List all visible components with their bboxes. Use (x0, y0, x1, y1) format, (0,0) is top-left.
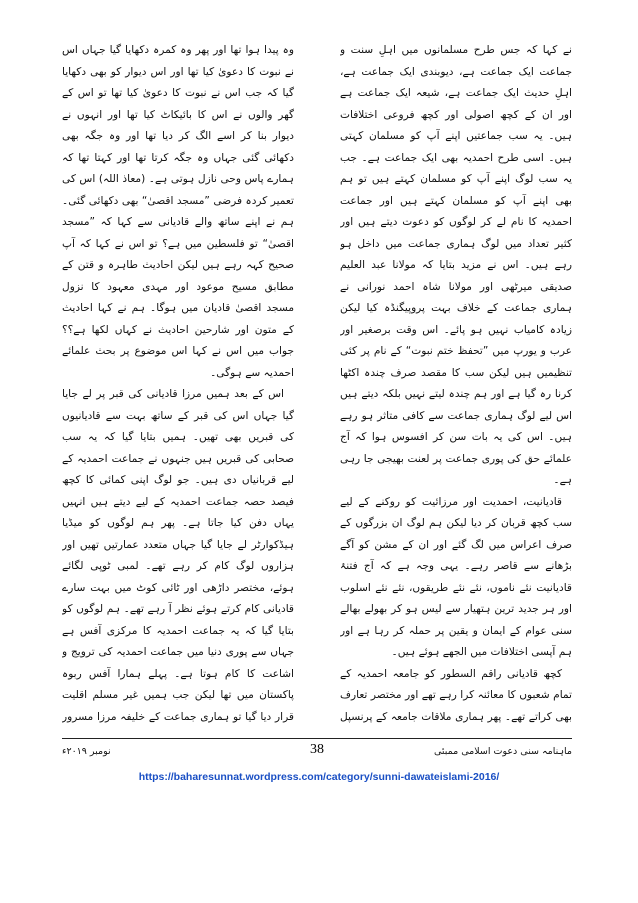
paragraph: اس کے بعد ہمیں مرزا قادیانی کی قبر پر لے جایا گیا جہاں اس کی قبر کے ساتھ بہت سے قادیانیوں کی قبریں بھی تھیں۔ ہمیں بتایا گیا کہ یہ سب صحابی کی قبریں ہیں جنہوں نے جماعت احمدیہ کے لیے قربانیاں دی ہیں۔ جو لوگ اپنی کمائی کا کچھ فیصد حصہ جماعت احمدیہ کے لیے دیتے ہیں انہیں یہاں دفن کیا جاتا ہے۔ پھر ہم لوگوں کو میڈیا ہیڈکوارٹر لے جایا گیا جہاں متعدد عمارتیں تھیں اور ہزاروں لوگ کام کر رہے تھے۔ لمبی ٹوپی لگائے ہوئے، مختصر داڑھی اور ٹائی کوٹ میں بہت سارے قادیانی کام کرتے ہوئے نظر آ رہے تھے۔ ہم لوگوں کو بتایا گیا کہ یہ جماعت احمدیہ کا مرکزی آفس ہے جہاں سے پوری دنیا میں جماعت احمدیہ کی ترویج و اشاعت کا کام ہوتا ہے۔ پہلے ہمارا آفس ربوہ پاکستان میں تھا لیکن جب ہمیں غیر مسلم اقلیت قرار دیا گیا تو ہماری جماعت کے خلیفہ مرزا مسرور (62, 388, 294, 723)
page-footer (62, 740, 572, 766)
paragraph: وہ پیدا ہوا تھا اور پھر وہ کمرہ دکھایا گیا جہاں اس نے نبوت کا دعویٰ کیا تھا اور اس دیوار کو بھی دکھایا گیا کہ جب اس نے نبوت کا دعویٰ کیا تھا تو اس کے گھر والوں نے اس کا بائیکاٹ کیا تھا اور انہوں نے دیوار بنا کر اسے الگ کر دیا تھا اور وہ جگہ بھی دکھائی گئی جہاں وہ جگہ کرتا تھا اور کہتا تھا کہ ہمارے پاس وحی نازل ہوتی ہے۔ (معاذ اللہ) اس کی تعمیر کردہ فرضی ”مسجد اقصیٰ“ بھی دکھائی گئی۔ ہم نے اپنے ساتھ والے قادیانی سے کہا کہ ”مسجد اقصیٰ“ تو فلسطین میں ہے؟ تو اس نے کہا کہ آپ صحیح کہہ رہے ہیں لیکن احادیث طاہرہ و قتن کے مطابق مسیح موعود اور مہدی معہود کا نزول مسجد اقصیٰ قادیان میں ہوگا۔ ہم نے کہا احادیث کے متون اور شارحین احادیث نے کہاں لکھا ہے؟؟ جواب میں اس نے کہا اس موضوع پر بحث علمائے احمدیہ سے ہوگی۔ (62, 44, 294, 379)
paragraph: کچھ قادیانی راقم السطور کو جامعہ احمدیہ کے تمام شعبوں کا معائنہ کرا رہے تھے اور مختصر تعارف بھی کراتے تھے۔ پھر ہماری ملاقات جامعہ کے پرنسپل (340, 667, 572, 723)
right-column (340, 40, 572, 728)
footer-divider (62, 738, 572, 739)
paragraph: نے کہا کہ جس طرح مسلمانوں میں اہلِ سنت و جماعت ایک جماعت ہے، دیوبندی ایک جماعت ہے، اہلِ حدیث ایک جماعت ہے، شیعہ ایک جماعت ہے اور ان کے کچھ اصولی اور کچھ فروعی اختلافات ہیں۔ یہ سب جماعتیں اپنے آپ کو مسلمان کہتی ہیں۔ اسی طرح احمدیہ بھی ایک جماعت ہے۔ جب یہ سب لوگ اپنے آپ کو مسلمان کہتے ہیں تو ہم بھی اپنے آپ کو مسلمان کہتے ہیں اور جماعت احمدیہ کا نام لے کر لوگوں کو دعوت دیتے ہیں اور کثیر تعداد میں لوگ ہماری جماعت میں داخل ہو رہے ہیں۔ اس نے مزید بتایا کہ مولانا عبد العلیم صدیقی میرٹھی اور مولانا شاہ احمد نورانی نے ہماری جماعت کے خلاف بہت پروپیگنڈہ کیا لیکن زیادہ کامیاب نہیں ہو پائے۔ اس وقت برصغیر اور عرب و یورپ میں ”تحفظ ختم نبوت“ کے نام پر کئی تنظیمیں ہیں لیکن سب کا مقصد صرف چندہ اکٹھا کرنا رہ گیا ہے اور ہم چندہ لیتے نہیں بلکہ دیتے ہیں اس لیے لوگ ہماری جماعت سے کافی متاثر ہو رہے ہیں۔ اس کی یہ بات سن کر افسوس ہوا کہ آج علمائے حق کی پوری جماعت پر لعنت بھیجی جا رہی ہے۔ (340, 44, 572, 486)
magazine-name: ماہنامہ سنی دعوت اسلامی ممبئی (433, 746, 572, 757)
page-number: 38 (310, 742, 324, 757)
paragraph: قادیانیت، احمدیت اور مرزائیت کو روکنے کے لیے سب کچھ قربان کر دیا لیکن ہم لوگ ان بزرگوں کے صرف اعراس میں لگ گئے اور ان کے مشن کو آگے بڑھانے سے قاصر رہے۔ یہی وجہ ہے کہ آج فتنۂ قادیانیت نئے ناموں، نئے نئے طریقوں، نئے نئے اسلوب اور ہر جدید ترین ہتھیار سے لیس ہو کر بھولے بھالے سنی عوام کے ایمان و یقین پر حملہ کر رہا ہے اور ہم آپسی اختلافات میں الجھے ہوئے ہیں۔ (340, 495, 572, 658)
issue-date: نومبر ۲۰۱۹ء (62, 746, 111, 757)
left-column (62, 40, 294, 728)
source-link[interactable]: https://baharesunnat.wordpress.com/category/sunni-dawateislami-2016/ (138, 771, 500, 783)
